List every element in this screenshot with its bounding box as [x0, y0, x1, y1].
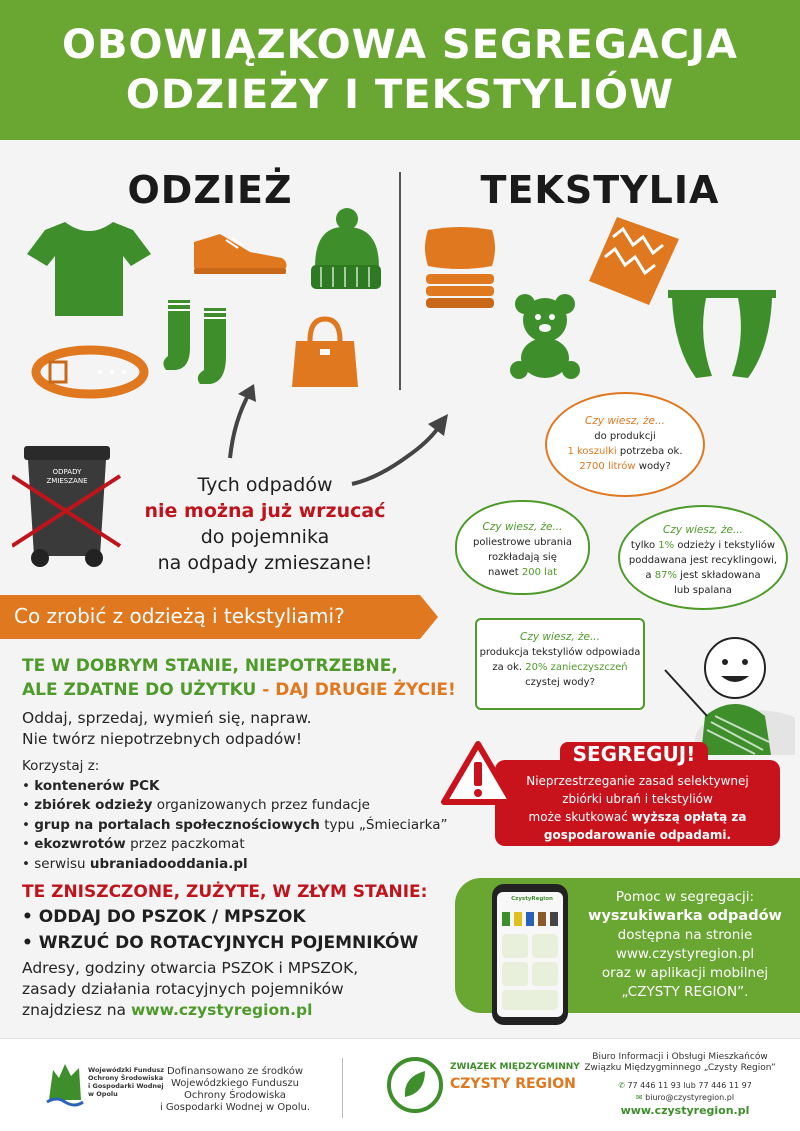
belt-icon: [30, 342, 150, 402]
column-divider: [399, 172, 401, 390]
list-item: • ekozwrotów przez paczkomat: [22, 836, 245, 852]
email-icon: ✉: [635, 1093, 643, 1102]
bad-condition-heading: TE ZNISZCZONE, ZUŻYTE, W ZŁYM STANIE:: [22, 882, 428, 902]
good-condition-description: Oddaj, sprzedaj, wymień się, napraw. Nie twórz niepotrzebnych odpadów!: [22, 709, 312, 748]
phone-app-icon: [490, 882, 570, 1027]
socks-icon: [160, 298, 240, 388]
alert-title: SEGREGUJ!: [572, 742, 696, 766]
app-website-link[interactable]: www.czystyregion.pl: [615, 946, 755, 962]
wfos-name: Wojewódzki Fundusz Ochrony Środowiska i Gospodarki Wodnej w Opolu: [88, 1066, 165, 1098]
page-title-line1: OBOWIĄZKOWA SEGREGACJA: [62, 22, 738, 68]
website-link[interactable]: www.czystyregion.pl: [130, 1001, 313, 1019]
clothing-heading: ODZIEŻ: [127, 168, 293, 212]
textiles-heading: TEKSTYLIA: [480, 168, 720, 212]
fact-bubble-recycling: Czy wiesz, że... tylko 1% odzieży i tekstyliów poddawana jest recyklingowi, a 87% jest składowana lub spalana: [618, 505, 788, 610]
curtains-icon: [668, 288, 776, 380]
pillow-icon: [420, 222, 500, 312]
office-email: ✉ biuro@czystyregion.pl: [635, 1093, 735, 1102]
shoe-icon: [190, 228, 290, 276]
office-info: Biuro Informacji i Obsługi Mieszkańców Związku Międzygminnego „Czysty Region”: [584, 1052, 776, 1073]
footer-website-link[interactable]: www.czystyregion.pl: [620, 1104, 750, 1117]
phone-app-name: CzystyRegion: [511, 896, 553, 902]
wfos-logo-icon: [45, 1060, 85, 1108]
bin-label: ODPADY ZMIESZANE: [46, 468, 88, 485]
footer-divider: [342, 1058, 343, 1118]
mascot-icon: [645, 630, 795, 755]
mixed-waste-warning: Tych odpadów nie można już wrzucać do pojemnika na odpady zmieszane!: [144, 474, 386, 574]
czysty-region-logo-icon: [385, 1055, 445, 1115]
tshirt-icon: [25, 218, 153, 318]
czysty-region-union: ZWIĄZEK MIĘDZYGMINNY: [450, 1062, 580, 1072]
up-arrow-icon: [220, 380, 280, 460]
what-to-do-banner: Co zrobić z odzieżą i tekstyliami?: [0, 595, 420, 639]
alert-text: Nieprzestrzeganie zasad selektywnej zbiórki ubrań i tekstyliów może skutkować wyższą opłatą za gospodarowanie odpadami.: [526, 774, 749, 842]
pszok-info: Adresy, godziny otwarcia PSZOK i MPSZOK, zasady działania rotacyjnych pojemników znajdziesz na www.czystyregion.pl: [22, 959, 359, 1019]
cofunding-note: Dofinansowano ze środków Wojewódzkiego Funduszu Ochrony Środowiska i Gospodarki Wodnej w Opolu.: [159, 1066, 311, 1113]
czysty-region-name: CZYSTY REGION: [450, 1076, 576, 1092]
header-banner: [0, 0, 800, 140]
list-item: • zbiórek odzieży organizowanych przez fundacje: [22, 797, 370, 813]
mixed-waste-bin-icon: [12, 440, 122, 570]
phone-icon: ✆: [618, 1081, 625, 1090]
office-phone: ✆ 77 446 11 93 lub 77 446 11 97: [618, 1081, 752, 1090]
teddy-bear-icon: [505, 290, 585, 380]
good-condition-heading: TE W DOBRYM STANIE, NIEPOTRZEBNE, ALE ZDATNE DO UŻYTKU - DAJ DRUGIE ŻYCIE!: [22, 656, 456, 700]
bad-condition-actions: • ODDAJ DO PSZOK / MPSZOK • WRZUĆ DO ROTACYJNYCH POJEMNIKÓW: [22, 907, 419, 953]
list-item: • grup na portalach społecznościowych typu „Śmieciarka”: [22, 816, 448, 833]
reuse-options-list: Korzystaj z: • kontenerów PCK • zbiórek odzieży organizowanych przez fundacje • grup na portalach społecznościowych typu „Śmieciarka” • ekozwrotów przez paczkomat • serwisu ubraniadooddania.pl: [22, 757, 462, 874]
fact-bubble-polyester: Czy wiesz, że... poliestrowe ubrania rozkładają się nawet 200 lat: [455, 500, 590, 595]
app-promo-text: Pomoc w segregacji: wyszukiwarka odpadów dostępna na stronie www.czystyregion.pl oraz w aplikacji mobilnej „CZYSTY REGION”.: [575, 888, 795, 1002]
banner-arrow-tip: [420, 595, 438, 639]
handbag-icon: [290, 315, 360, 390]
list-item: • kontenerów PCK: [22, 777, 160, 794]
fact-box-water-pollution: Czy wiesz, że... produkcja tekstyliów odpowiada za ok. 20% zanieczyszczeń czystej wody?: [475, 618, 645, 710]
beanie-icon: [305, 205, 385, 295]
fact-bubble-tshirt-water: Czy wiesz, że... do produkcji 1 koszulki potrzeba ok. 2700 litrów wody?: [545, 392, 705, 497]
list-item: • serwisu ubraniadooddania.pl: [22, 855, 248, 872]
page-title-line2: ODZIEŻY I TEKSTYLIÓW: [125, 72, 675, 118]
